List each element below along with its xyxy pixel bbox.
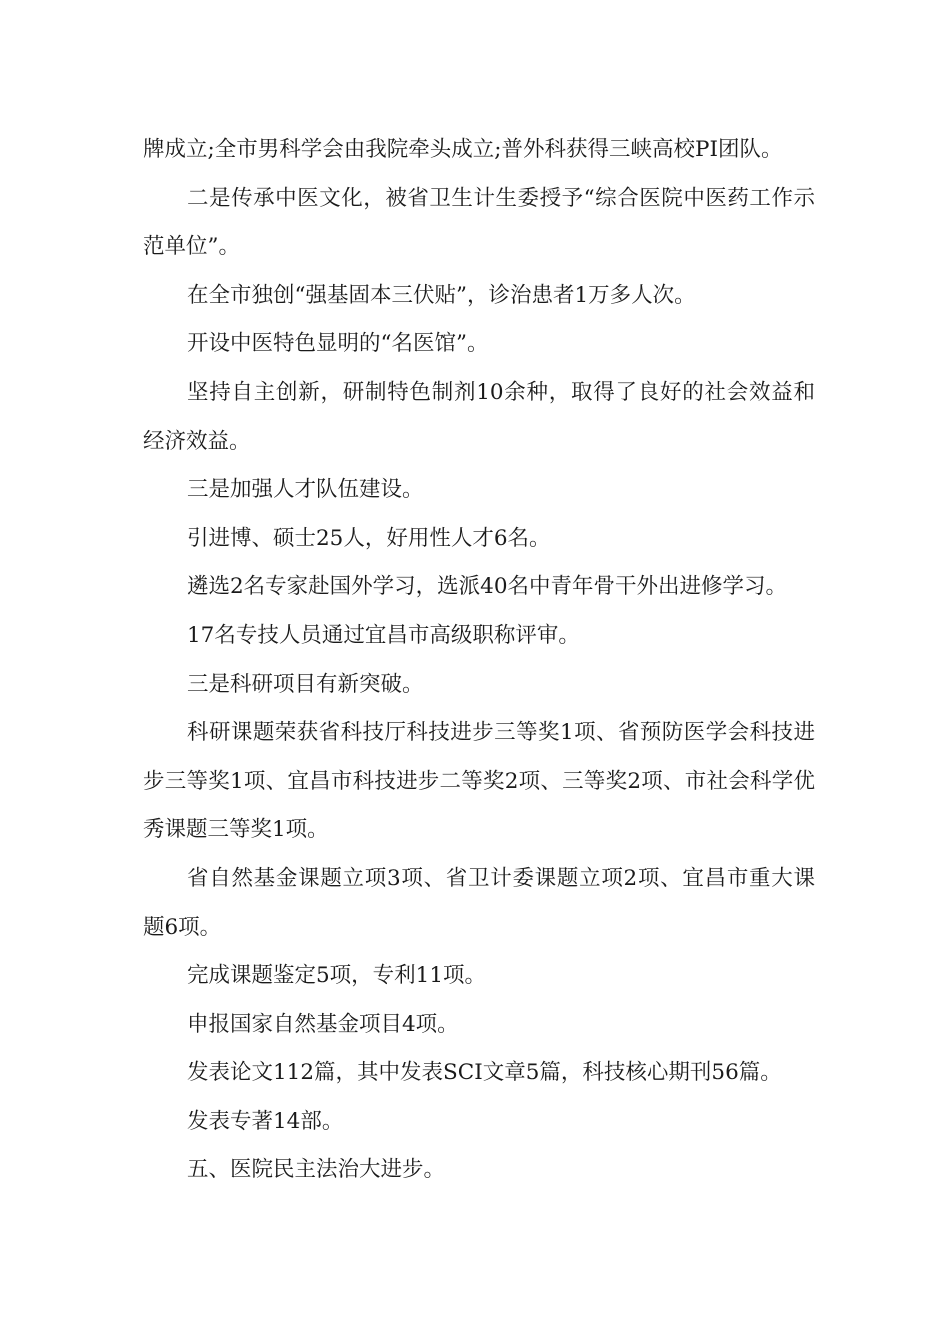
document-body <box>143 126 815 1195</box>
paragraph: 遴选2名专家赴国外学习，选派40名中青年骨干外出进修学习。 <box>187 574 788 600</box>
paragraph: 三是科研项目有新突破。 <box>187 671 424 697</box>
paragraph: 省自然基金课题立项3项、省卫计委课题立项2项、宜昌市重大课题6项。 <box>143 865 815 940</box>
paragraph: 发表论文112篇，其中发表SCI文章5篇，科技核心期刊56篇。 <box>187 1060 782 1086</box>
paragraph: 二是传承中医文化，被省卫生计生委授予“综合医院中医药工作示范单位”。 <box>143 185 815 260</box>
paragraph: 17名专技人员通过宜昌市高级职称评审。 <box>187 622 580 648</box>
paragraph: 坚持自主创新，研制特色制剂10余种，取得了良好的社会效益和经济效益。 <box>143 379 815 454</box>
paragraph-continued: 牌成立;全市男科学会由我院牵头成立;普外科获得三峡高校PI团队。 <box>143 137 783 162</box>
paragraph: 引进博、硕士25人，好用性人才6名。 <box>187 525 551 551</box>
paragraph: 科研课题荣获省科技厅科技进步三等奖1项、省预防医学会科技进步三等奖1项、宜昌市科技进步二等奖2项、三等奖2项、市社会科学优秀课题三等奖1项。 <box>143 720 815 843</box>
paragraph: 五、医院民主法治大进步。 <box>187 1157 446 1183</box>
paragraph: 开设中医特色显明的“名医馆”。 <box>187 331 489 357</box>
paragraph: 申报国家自然基金项目4项。 <box>187 1011 459 1037</box>
paragraph: 在全市独创“强基固本三伏贴”，诊治患者1万多人次。 <box>187 282 696 308</box>
paragraph: 三是加强人才队伍建设。 <box>187 477 424 503</box>
paragraph: 完成课题鉴定5项，专利11项。 <box>187 963 487 989</box>
paragraph: 发表专著14部。 <box>187 1108 344 1134</box>
